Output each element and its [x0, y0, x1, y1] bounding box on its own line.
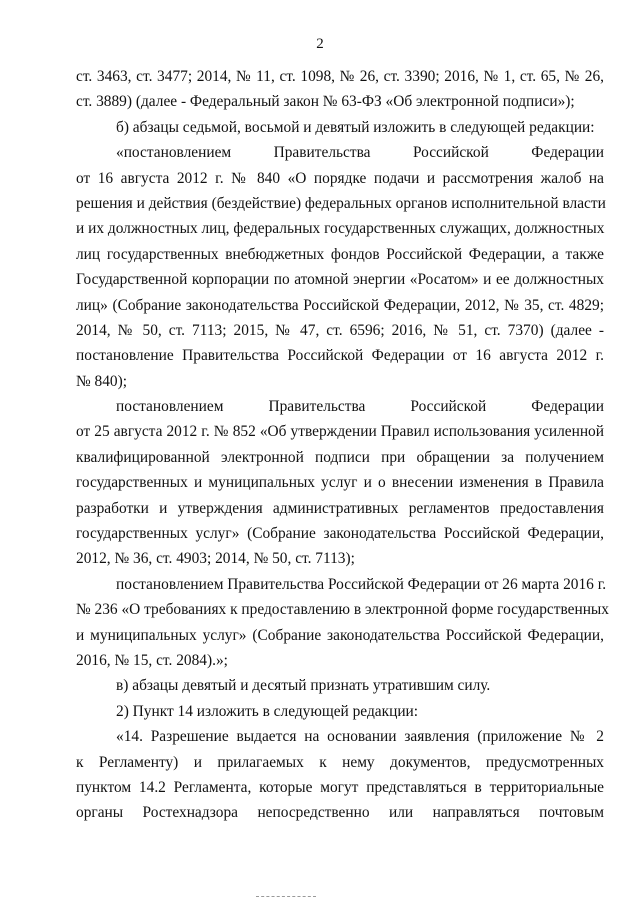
text-line: органы Ростехнадзора непосредственно или направляться почтовым: [76, 804, 604, 822]
text-line: и их должностных лиц, федеральных государственных служащих, должностных: [76, 220, 605, 238]
text-line: 2014, № 50, ст. 7113; 2015, № 47, ст. 6596; 2016, № 51, ст. 7370) (далее -: [76, 321, 604, 339]
text-line: «постановлением Правительства Российской Федерации: [116, 144, 604, 162]
text-line: б) абзацы седьмой, восьмой и девятый изложить в следующей редакции:: [116, 118, 595, 136]
text-line: к Регламенту) и прилагаемых к нему документов, предусмотренных: [76, 753, 604, 771]
text-line: разработки и утверждения административных регламентов предоставления: [76, 499, 604, 517]
text-line: пунктом 14.2 Регламента, которые могут представляться в территориальные: [76, 778, 604, 796]
text-line: ст. 3463, ст. 3477; 2014, № 11, ст. 1098, № 26, ст. 3390; 2016, № 1, ст. 65, № 26,: [76, 68, 604, 85]
text-line: государственных и муниципальных услуг и о внесении изменения в Правила: [76, 474, 604, 492]
page-number: 2: [316, 36, 324, 52]
text-line: постановление Правительства Российской Федерации от 16 августа 2012 г.: [76, 347, 604, 365]
text-line: квалифицированной электронной подписи при обращении за получением: [76, 448, 604, 466]
document-body: [76, 64, 609, 826]
text-line: постановлением Правительства Российской Федерации: [116, 398, 604, 416]
text-line: № 840);: [76, 372, 128, 390]
text-line: государственных услуг» (Собрание законодательства Российской Федерации,: [76, 525, 604, 543]
text-line: от 25 августа 2012 г. № 852 «Об утверждении Правил использования усиленной: [76, 423, 604, 441]
scan-artifact: [256, 896, 316, 899]
text-line: Государственной корпорации по атомной энергии «Росатом» и ее должностных: [76, 271, 604, 289]
text-line: решения и действия (бездействие) федеральных органов исполнительной власти: [76, 194, 606, 212]
text-line: и муниципальных услуг» (Собрание законодательства Российской Федерации,: [76, 626, 604, 644]
text-line: «14. Разрешение выдается на основании заявления (приложение № 2: [116, 728, 604, 746]
text-line: от 16 августа 2012 г. № 840 «О порядке подачи и рассмотрения жалоб на: [76, 169, 604, 187]
text-line: лиц государственных внебюджетных фондов Российской Федерации, а также: [76, 245, 604, 263]
text-line: 2012, № 36, ст. 4903; 2014, № 50, ст. 7113);: [76, 550, 355, 568]
text-line: 2016, № 15, ст. 2084).»;: [76, 651, 228, 669]
text-line: 2) Пункт 14 изложить в следующей редакции:: [116, 702, 419, 720]
text-line: № 236 «О требованиях к предоставлению в электронной форме государственных: [76, 601, 609, 619]
text-line: ст. 3889) (далее - Федеральный закон № 63-ФЗ «Об электронной подписи»);: [76, 93, 575, 111]
text-line: в) абзацы девятый и десятый признать утратившим силу.: [116, 677, 491, 695]
text-line: постановлением Правительства Российской Федерации от 26 марта 2016 г.: [116, 575, 607, 593]
text-line: лиц» (Собрание законодательства Российской Федерации, 2012, № 35, ст. 4829;: [76, 296, 604, 314]
